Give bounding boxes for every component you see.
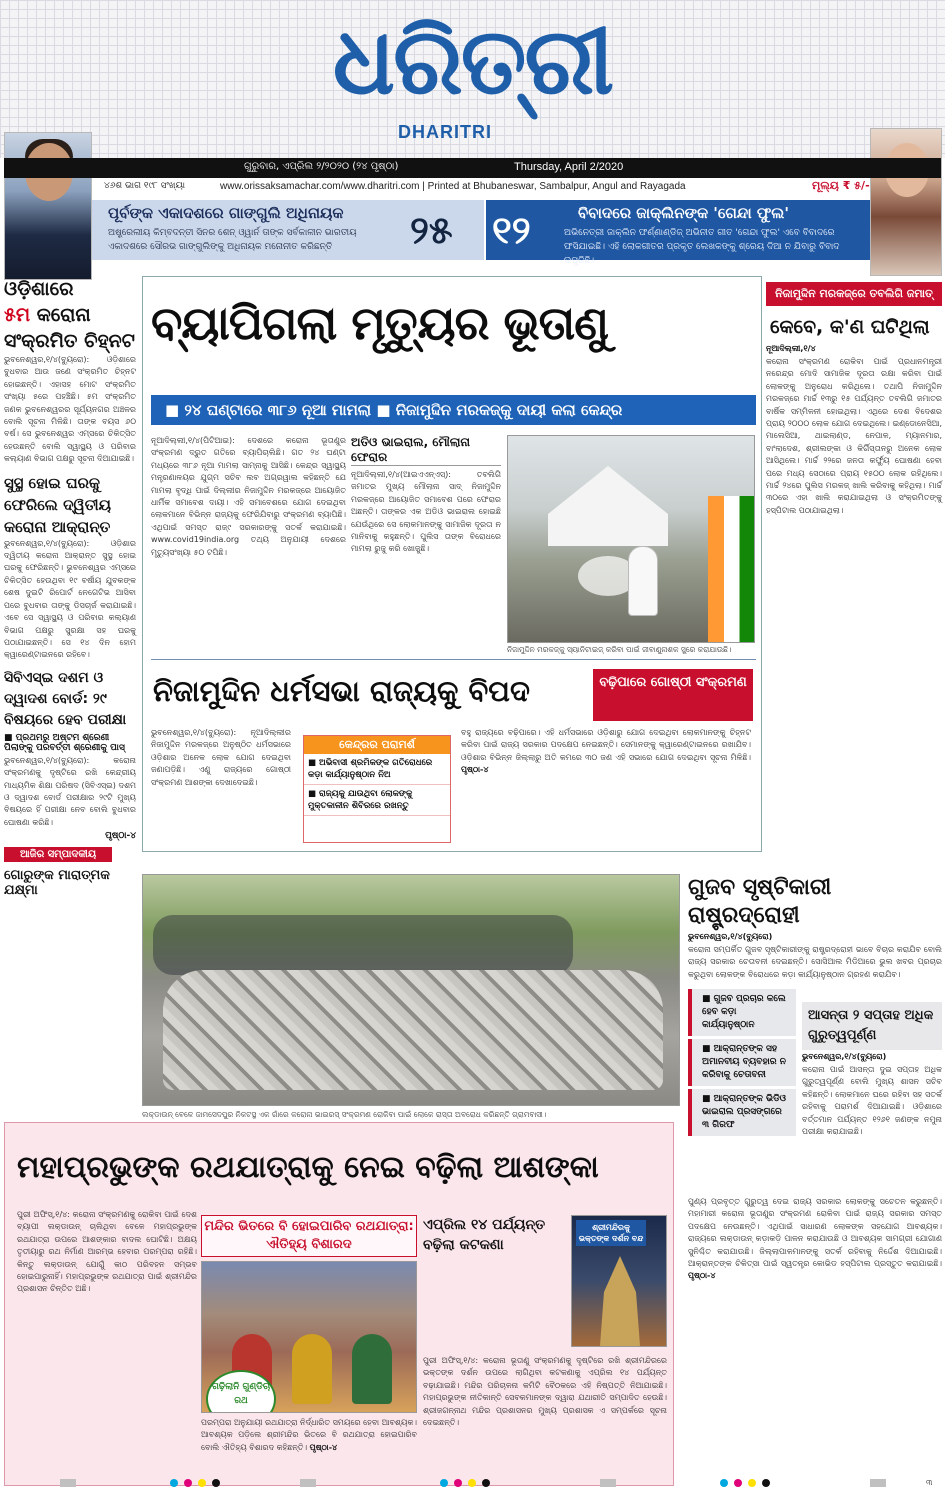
nizamuddin-body-continued xyxy=(461,727,751,777)
timeline-headline[interactable]: କେବେ, କ'ଣ ଘଟିଥିଲା xyxy=(770,316,930,338)
page-number: ୩ xyxy=(926,1478,933,1487)
rumour-bullet: ■ ଆକ୍ରାନ୍ତଙ୍କ ଭିଡିଓ ଭାଇରାଲ ପ୍ରସଙ୍ଗରେ ୩ ଗିରଫ xyxy=(688,1089,796,1136)
odisha-fifth-case-headline[interactable] xyxy=(4,276,136,354)
print-registration-marks xyxy=(0,1476,945,1490)
restriction-column xyxy=(423,1215,667,1428)
timeline-body: କରୋନା ସଂକ୍ରମଣ ରୋକିବା ପାଇଁ ପ୍ରଧାନମନ୍ତ୍ରୀ ନରେନ୍ଦ୍ର ମୋଦି ସାମାଜିକ ଦୂରତା ରକ୍ଷା କରିବା ପାଇଁ ଲୋକଙ୍କୁ ଅନୁରୋଧ କରିଥିଲେ। ତଥାପି ନିଜାମୁଦ୍ଦିନ ମରକଜ୍‌ରେ ମାର୍ଚ୍ଚ ୧୩ରୁ ୧୫ ପର୍ଯ୍ୟନ୍ତ ତବଲିଗି ଜମାତର ବାର୍ଷିକ ସମ୍ମିଳନୀ ହୋଇଥିଲା। ଏଥିରେ ଦେଶ ବିଦେଶର ପ୍ରାୟ ୨୦୦୦ ଲୋକ ଯୋଗ ଦେଇଥିଲେ। ଇଣ୍ଡୋନେସିଆ, ମାଲେସିଆ, ଥାଇଲାଣ୍ଡ, ନେପାଳ, ମ୍ୟାନମାର, ବାଂଲାଦେଶ, ଶ୍ରୀଲଙ୍କା ଓ କିର୍ଗିସ୍ତାନରୁ ଅନେକ ଲୋକ ଆସିଥିଲେ। ମାର୍ଚ୍ଚ ୨୨ରେ ଜନତା କର୍ଫ୍ୟୁ ଘୋଷଣା ହେବା ପରେ ମଧ୍ୟ ସେଠାରେ ପ୍ରାୟ ୧୫୦୦ ଲୋକ ରହିଥିଲେ। ମାର୍ଚ୍ଚ ୨୪ରେ ପୁଲିସ ମରକଜ୍ ଖାଲି କରିବାକୁ କହିଥିଲା। ମାର୍ଚ୍ଚ ୩୦ରେ ଏହା ଖାଲି କରାଯାଇଥିଲା ଓ ସଂକ୍ରମିତଙ୍କୁ ହସ୍ପିଟାଲ ପଠାଯାଇଥିଲା। xyxy=(766,357,942,515)
main-strap: ■ ୨୪ ଘଣ୍ଟାରେ ୩୮୬ ନୂଆ ମାମଲା ■ ନିଜାମୁଦ୍ଦିନ ମରକଜ୍‌କୁ ଦାୟୀ କଲା କେନ୍ଦ୍ର xyxy=(151,395,756,425)
centre-advisory-item: ■ ଅଭିବାସୀ ଶ୍ରମିକଙ୍କ ଗତିରୋଧରେ କଡ଼ା କାର୍ଯ୍ୟାନୁଷ୍ଠାନ ନିଅ xyxy=(304,754,450,785)
date-odia: ଗୁରୁବାର, ଏପ୍ରିଲ ୨/୨୦୨୦ (୨୪ ପୃଷ୍ଠା) xyxy=(244,161,399,172)
sanitizing-photo-caption: ନିଜାମୁଦ୍ଦିନ ମରକଜ୍‌କୁ ସ୍ୟାନିଟାଇଜ୍ କରିବା ପାଇଁ ଜୀବାଣୁନାଶକ ସ୍ପ୍ରେ କରାଯାଉଛି। xyxy=(507,645,732,654)
sanitizing-photo xyxy=(507,435,755,643)
website-print-info[interactable]: www.orissaksamachar.com/www.dharitri.com | Printed at Bhubaneswar, Sambalpur, Angul and Rayagada xyxy=(220,181,686,192)
brand-logo[interactable] xyxy=(300,8,645,116)
nizamuddin-body: ଭୁବନେଶ୍ୱର,୧/୪(ବ୍ୟୁରୋ): ନୂଆଦିଲ୍ଲୀର ନିଜାମୁଦ୍ଦିନ ମରକଜ୍‌ରେ ଅନୁଷ୍ଠିତ ଧର୍ମସଭାରେ ଓଡ଼ିଶାର ଅନେକ ଲୋକ ଯୋଗ ଦେଇଥିବା ଜଣାପଡ଼ିଛି। ଏଣୁ ରାଜ୍ୟରେ ଗୋଷ୍ଠୀ ସଂକ୍ରମଣ ଆଶଙ୍କା ଦେଖାଦେଇଛି। xyxy=(151,728,291,787)
jacqueline-photo xyxy=(870,128,942,276)
srimandir-photo xyxy=(571,1215,667,1347)
cbse-exam-headline[interactable]: ସିବିଏସ୍‌ଇ ଦଶମ ଓ ଦ୍ୱାଦଶ ବୋର୍ଡ: ୨୯ ବିଷୟରେ ହେବ ପରୀକ୍ଷା xyxy=(4,669,127,728)
headline-highlight: ୫ମ xyxy=(4,304,31,326)
two-weeks-headline[interactable]: ଆସନ୍ତା ୨ ସପ୍ତାହ ଅଧିକ ଗୁରୁତ୍ୱପୂର୍ଣ୍ଣ xyxy=(802,1002,942,1050)
maulana-body: ନୂଆଦିଲ୍ଲୀ,୧/୪(ଆଇଏଏନ୍‌ଏସ୍): ତବଲିଗି ଜମାତର ମୁଖ୍ୟ ମୌଲାନା ସାଦ୍ ନିଜାମୁଦ୍ଦିନ ମରକଜ୍‌ରେ ଆୟୋଜିତ ସମାବେଶ ପରେ ଫେରାର ଅଛନ୍ତି। ତାଙ୍କର ଏକ ଅଡିଓ ଭାଇରାଲ ହୋଇଛି ଯେଉଁଥିରେ ସେ ଲୋକମାନଙ୍କୁ ସାମାଜିକ ଦୂରତା ନ ମାନିବାକୁ କହୁଛନ୍ତି। ପୁଲିସ ତାଙ୍କ ବିରୋଧରେ ମାମଲା ରୁଜୁ କରି ଖୋଜୁଛି। xyxy=(351,470,501,554)
two-weeks-dateline: ଭୁବନେଶ୍ୱର,୧/୪(ବ୍ୟୁରୋ) xyxy=(802,1052,887,1061)
brand-odia-wordmark: ଧରିତ୍ରୀ xyxy=(332,8,613,115)
teaser-sports[interactable] xyxy=(92,200,484,260)
community-spread-tag: ବଢ଼ିପାରେ ଗୋଷ୍ଠୀ ସଂକ୍ରମଣ xyxy=(593,669,753,721)
section-divider xyxy=(151,659,756,660)
restriction-body: ପୁରୀ ଅଫିସ୍,୧/୪: କରୋନା ଭୂତାଣୁ ସଂକ୍ରମଣକୁ ଦୃଷ୍ଟିରେ ରଖି ଶ୍ରୀମନ୍ଦିରରେ ଭକ୍ତଙ୍କ ଦର୍ଶନ ଉପରେ ଲାଗିଥିବା କଟକଣାକୁ ଏପ୍ରିଲ ୧୪ ପର୍ଯ୍ୟନ୍ତ ବଢ଼ାଯାଇଛି। ମନ୍ଦିର ପରିଚାଳନା କମିଟି ବୈଠକରେ ଏହି ନିଷ୍ପତ୍ତି ନିଆଯାଇଛି। ମହାପ୍ରଭୁଙ୍କ ନୀତିକାନ୍ତି ସେବକମାନଙ୍କ ଦ୍ୱାରା ଯଥାରୀତି ସମ୍ପାଦିତ ହେଉଛି। ଶ୍ରୀଜଗନ୍ନାଥ ମନ୍ଦିର ପ୍ରଶାସନର ମୁଖ୍ୟ ପ୍ରଶାସକ ଏ ସମ୍ପର୍କରେ ସୂଚନା ଦେଇଛନ୍ତି। xyxy=(423,1356,667,1428)
two-weeks-box xyxy=(802,1002,942,1138)
two-weeks-continued xyxy=(688,1196,942,1283)
masthead xyxy=(0,0,945,158)
rumour-body: କରୋନା ସମ୍ପର୍କିତ ଗୁଜବ ସୃଷ୍ଟିକାରୀଙ୍କୁ ରାଷ୍ଟ୍ରଦ୍ରୋହୀ ଭାବେ ବିଚାର କରାଯିବ ବୋଲି ରାଜ୍ୟ ସରକାର ଚେତାବନୀ ଦେଇଛନ୍ତି। ସୋସିଆଲ ମିଡିଆରେ ଭୁଲ ଖବର ପ୍ରଚାର କରୁଥିବା ଲୋକଙ୍କ ବିରୋଧରେ କଡ଼ା କାର୍ଯ୍ୟାନୁଷ୍ଠାନ ଗ୍ରହଣ କରାଯିବ। xyxy=(688,945,942,979)
centre-advisory-box xyxy=(303,735,451,843)
odisha-fifth-case-body: ଭୁବନେଶ୍ୱର,୧/୪(ବ୍ୟୁରୋ): ଓଡ଼ିଶାରେ ବୁଧବାର ଆଉ ଜଣେ ସଂକ୍ରମିତ ଚିହ୍ନଟ ହୋଇଛନ୍ତି। ଏହାସହ ମୋଟ ସଂକ୍ରମିତ ସଂଖ୍ୟା ୫ରେ ପହଞ୍ଚିଛି। ୫ମ ସଂକ୍ରମିତ ଜଣକ ଭୁବନେଶ୍ୱରର ସୂର୍ଯ୍ୟନଗର ଅଞ୍ଚଳର ବୋଲି ସୂଚନା ମିଳିଛି। ତାଙ୍କ ବୟସ ୬୦ ବର୍ଷ। ସେ ଭୁବନେଶ୍ୱର ଏମ୍ସରେ ଚିକିତ୍ସିତ ହେଉଛନ୍ତି ବୋଲି ସ୍ୱାସ୍ଥ୍ୟ ଓ ପରିବାର କଲ୍ୟାଣ ବିଭାଗ ପକ୍ଷରୁ ସୂଚନା ଦିଆଯାଇଛି। xyxy=(4,355,136,464)
centre-advisory-item: ■ ରାଜ୍ୟକୁ ଯାଉଥିବା ଲୋକଙ୍କୁ ମୁକ୍ତକାଳୀନ ଶିବିରରେ ରଖନ୍ତୁ xyxy=(304,785,450,816)
two-weeks-continued-text: ପୁଣ୍ୟ ପ୍ରବୃତ୍ତ ଗୁରୁତ୍ୱ ଦେଇ ରାଜ୍ୟ ସରକାର ଲୋକଙ୍କୁ ସଚେତନ କରୁଛନ୍ତି। ମହାମାରୀ କରୋନା ଭୂତାଣୁର ସଂକ୍ରମଣ ରୋକିବା ପାଇଁ ରାଜ୍ୟ ସରକାର ସମସ୍ତ ପଦକ୍ଷେପ ନେଉଛନ୍ତି। ଏଥିପାଇଁ ସାଧାରଣ ଲୋକଙ୍କ ସହଯୋଗ ଆବଶ୍ୟକ। ରାଜ୍ୟରେ ଲକ୍‌ଡାଉନ୍ କଡ଼ାକଡ଼ି ପାଳନ କରାଯାଉଛି ଓ ଆବଶ୍ୟକ ସାମଗ୍ରୀ ଯୋଗାଣ ସୁନିଶ୍ଚିତ କରାଯାଉଛି। ଜିଲ୍ଲାପାଳମାନଙ୍କୁ ସତର୍କ ରହିବାକୁ ନିର୍ଦ୍ଦେଶ ଦିଆଯାଇଛି। ଆକ୍ରାନ୍ତଙ୍କ ଚିକିତ୍ସା ପାଇଁ ସ୍ୱତନ୍ତ୍ର କୋଭିଡ ହସ୍ପିଟାଲ ପ୍ରସ୍ତୁତ କରାଯାଇଛି। xyxy=(688,1197,942,1269)
nizamuddin-headline[interactable]: ନିଜାମୁଦ୍ଦିନ ଧର୍ମସଭା ରାଜ୍ୟକୁ ବିପଦ xyxy=(153,674,530,708)
rumour-story xyxy=(688,874,942,1194)
temple-inside-page-ref[interactable]: ପୃଷ୍ଠା-୪ xyxy=(309,1442,338,1452)
teaser-entertainment-headline: ବିବାଦରେ ଜାକ୍ଲିନଙ୍କ 'ଗେନ୍ଦା ଫୁଲ' xyxy=(578,204,789,222)
rumour-bullets xyxy=(688,989,796,1136)
tablighi-box: ନିଜାମୁଦ୍ଦିନ ମରକଜ୍‌ରେ ତବଲିଗି ଜମାତ୍ xyxy=(766,282,942,306)
ganguly-photo xyxy=(4,132,92,280)
headline-part: କରୋନା ସଂକ୍ରମିତ ଚିହ୍ନଟ xyxy=(4,304,135,352)
temple-inside-headline[interactable]: ମନ୍ଦିର ଭିତରେ ବି ହୋଇପାରିବ ରଥଯାତ୍ରା: ଐତିହ୍ୟ ବିଶାରଦ xyxy=(201,1215,417,1257)
teaser-sports-headline: ପୂର୍ବଙ୍କ ଏକାଦଶରେ ଗାଙ୍ଗୁଲି ଅଧିନାୟକ xyxy=(108,204,344,222)
right-column xyxy=(766,282,942,854)
main-story xyxy=(142,276,762,852)
headline-part: ଓଡ଼ିଶାରେ xyxy=(4,278,74,300)
editorial-headline[interactable]: ଗୋରୁଙ୍କ ମାରାତ୍ମକ ଯକ୍ଷ୍ମା xyxy=(4,868,110,899)
brand-english-wordmark: DHARITRI xyxy=(398,122,492,142)
rumour-headline[interactable]: ଗୁଜବ ସୃଷ୍ଟିକାରୀ ରାଷ୍ଟ୍ରଦ୍ରୋହୀ xyxy=(688,875,832,928)
price-label: ମୂଲ୍ୟ ₹ ୫/- xyxy=(812,179,870,192)
maulana-headline[interactable]: ଅତିଓ ଭାଇରାଲ, ମୌଲାନା ଫେରାର xyxy=(351,435,501,466)
gundicha-badge: ଗଢ଼ିଲାନି ଗୁଣ୍ଡିଚା ରଥ xyxy=(206,1370,276,1413)
teaser-entertainment[interactable] xyxy=(486,200,870,266)
teaser-sports-page: ୨୫ xyxy=(410,208,453,252)
cbse-page-ref[interactable]: ପୃଷ୍ଠା-୪ xyxy=(105,831,136,842)
restriction-headline[interactable]: ଏପ୍ରିଲ ୧୪ ପର୍ଯ୍ୟନ୍ତ ବଢ଼ିଲା କଟକଣା xyxy=(423,1217,546,1253)
rathayatra-story xyxy=(4,1122,674,1486)
rumour-dateline: ଭୁବନେଶ୍ୱର,୧/୪(ବ୍ୟୁରୋ) xyxy=(688,932,773,941)
rumour-bullet: ■ ଗୁଜବ ପ୍ରଚାର କଲେ ହେବ କଡ଼ା କାର୍ଯ୍ୟାନୁଷ୍ଠାନ xyxy=(688,989,796,1036)
roadblock-photo xyxy=(142,874,680,1106)
dateline-bar xyxy=(4,158,941,178)
two-weeks-page-ref[interactable]: ପୃଷ୍ଠା-୪ xyxy=(688,1271,716,1281)
main-body: ନୂଆଦିଲ୍ଲୀ,୧/୪(ପିଟିଆଇ): ଦେଶରେ କରୋନା ଭୂତାଣୁର ସଂକ୍ରମଣ ଦ୍ରୁତ ଗତିରେ ବ୍ୟାପିଚାଲିଛି। ଗତ ୨୪ ଘଣ୍ଟା ମଧ୍ୟରେ ୩୮୬ ନୂଆ ମାମଲା ସାମ୍ନାକୁ ଆସିଛି। କେନ୍ଦ୍ର ସ୍ୱାସ୍ଥ୍ୟ ମନ୍ତ୍ରଣାଳୟର ଯୁଗ୍ମ ସଚିବ ଲବ ଅଗ୍ରୱାଲ କହିଛନ୍ତି ଯେ ମାମଲା ବୃଦ୍ଧି ପାଇଁ ଦିଲ୍ଲୀର ନିଜାମୁଦ୍ଦିନ ମରକଜ୍‌ରେ ଆୟୋଜିତ ଧାର୍ମିକ ସମାବେଶ ଦାୟୀ। ଏହି ସମାବେଶରେ ଯୋଗ ଦେଇଥିବା ଲୋକମାନେ ବିଭିନ୍ନ ରାଜ୍ୟକୁ ଫେରିଯିବାରୁ ସଂକ୍ରମଣ ବ୍ୟାପିଛି। ଏଥିପାଇଁ ସମସ୍ତ ରାଜ୍୯ ସରକାରଙ୍କୁ ସତର୍କ କରାଯାଇଛି। www.covid19india.org ତଥ୍ୟ ଅନୁଯାୟୀ ଦେଶରେ ମୃତ୍ୟୁସଂଖ୍ୟା ୫୦ ଟପିଛି। xyxy=(151,436,346,557)
rumour-bullet: ■ ଆକ୍ରାନ୍ତଙ୍କ ସହ ଅମାନବୀୟ ବ୍ୟବହାର ନ କରିବାକୁ ଚେତାବନୀ xyxy=(688,1039,796,1086)
main-headline[interactable]: ବ୍ୟାପିଗଲା ମୃତ୍ୟୁର ଭୂତାଣୁ xyxy=(151,296,608,350)
rathayatra-headline[interactable]: ମହାପ୍ରଭୁଙ୍କ ରଥଯାତ୍ରାକୁ ନେଇ ବଢ଼ିଲା ଆଶଙ୍କା xyxy=(17,1150,599,1185)
cbse-exam-subhead: ■ ପ୍ରଥମରୁ ଅଷ୍ଟମ ଶ୍ରେଣୀ ପିଲାଙ୍କୁ ପରବର୍ତ୍ତୀ ଶ୍ରେଣୀକୁ ପାସ୍ xyxy=(4,732,125,753)
two-weeks-body: କରୋନା ପାଇଁ ଆସନ୍ତା ଦୁଇ ସପ୍ତାହ ଅଧିକ ଗୁରୁତ୍ୱପୂର୍ଣ୍ଣ ବୋଲି ମୁଖ୍ୟ ଶାସନ ସଚିବ କହିଛନ୍ତି। ଲୋକମାନେ ଘରେ ରହିବା ସହ ସତର୍କ ରହିବାକୁ ପରାମର୍ଶ ଦିଆଯାଇଛି। ଓଡ଼ିଶାରେ ବର୍ତ୍ତମାନ ପର୍ଯ୍ୟନ୍ତ ୧୨୬୧ ଜଣଙ୍କ ନମୁନା ପରୀକ୍ଷା କରାଯାଇଛି। xyxy=(802,1065,942,1137)
nizamuddin-body-text: ବହୁ ରାଜ୍ୟରେ ବଢ଼ିପାରେ। ଏହି ଧର୍ମସଭାରେ ଓଡ଼ିଶାରୁ ଯୋଗ ଦେଇଥିବା ଲୋକମାନଙ୍କୁ ଚିହ୍ନଟ କରିବା ପାଇଁ ରାଜ୍ୟ ସରକାର ପଦକ୍ଷେପ ନେଇଛନ୍ତି। ସେମାନଙ୍କୁ କ୍ୱାରେଣ୍ଟାଇନରେ ରଖାଯିବ। ଓଡ଼ିଶାର ବିଭିନ୍ନ ଜିଲ୍ଲାରୁ ଅତି କମରେ ୩୦ ଜଣ ଏହି ସଭାରେ ଯୋଗ ଦେଇଥିବା ସୂଚନା ମିଳିଛି। xyxy=(461,728,751,762)
second-patient-recovered-headline[interactable]: ସୁସ୍ଥ ହୋଇ ଘରକୁ ଫେରିଲେ ଦ୍ୱିତୀୟ କରୋନା ଆକ୍ରାନ୍ତ xyxy=(4,473,112,536)
teaser-sports-summary: ଅଷ୍ଟ୍ରେଲୀୟ କିମ୍ବଦନ୍ତୀ ସିନର ଶେନ୍ ଓ୍ୱାର୍ନ ତାଙ୍କ ସର୍ବକାଳୀନ ଭାରତୀୟ ଏକାଦଶରେ ସୌରଭ ଗାଙ୍ଗୁଲିଙ୍କୁ ଅଧିନାୟକ ମନୋନୀତ କରିଛନ୍ତି xyxy=(108,228,357,252)
centre-advisory-title: କେନ୍ଦ୍ରର ପରାମର୍ଶ xyxy=(304,736,450,754)
cbse-exam-body: ଭୁବନେଶ୍ୱର,୧/୪(ବ୍ୟୁରୋ): କରୋନା ସଂକ୍ରମଣକୁ ଦୃଷ୍ଟିରେ ରଖି କେନ୍ଦ୍ରୀୟ ମାଧ୍ୟମିକ ଶିକ୍ଷା ପରିଷଦ (ସିବିଏସ୍‌ଇ) ଦଶମ ଓ ଦ୍ୱାଦଶ ବୋର୍ଡ ପରୀକ୍ଷାର ୨୯ଟି ମୁଖ୍ୟ ବିଷୟରେ ହିଁ ପରୀକ୍ଷା ନେବ ବୋଲି ବୁଧବାର ଘୋଷଣା କରିଛି। xyxy=(4,755,136,827)
editorial-strip: ଆଜିର ସମ୍ପାଦକୀୟ xyxy=(4,847,112,862)
rathayatra-photo xyxy=(201,1261,417,1413)
temple-inside-body xyxy=(201,1417,417,1454)
temple-inside-text: ପରମ୍ପରା ଅନୁଯାୟୀ ରଥଯାତ୍ରା ନିର୍ଦ୍ଧାରିତ ସମୟରେ ହେବା ଆବଶ୍ୟକ। ଆବଶ୍ୟକ ପଡ଼ିଲେ ଶ୍ରୀମନ୍ଦିର ଭିତରେ ବି ରଥଯାତ୍ରା ହୋଇପାରିବ ବୋଲି ଐତିହ୍ୟ ବିଶାରଦ କହିଛନ୍ତି। xyxy=(201,1418,417,1452)
srimandir-tag: ଶ୍ରୀମନ୍ଦିରକୁ ଭକ୍ତଙ୍କ ଦର୍ଶନ ବନ୍ଦ xyxy=(576,1220,646,1246)
rathayatra-body: ପୁରୀ ଅଫିସ୍,୧/୪: କରୋନା ସଂକ୍ରମଣକୁ ରୋକିବା ପାଇଁ ଦେଶ ବ୍ୟାପୀ ଲକ୍‌ଡାଉନ୍ ଚାଲିଥିବା ବେଳେ ମହାପ୍ରଭୁଙ୍କ ରଥଯାତ୍ରା ଉପରେ ଆଶଙ୍କାର ବାଦଲ ଘୋଟିଛି। ଅକ୍ଷୟ ତୃତୀୟାରୁ ରଥ ନିର୍ମାଣ ଆରମ୍ଭ ହେବାର ପରମ୍ପରା ରହିଛି। କିନ୍ତୁ ଲକ୍‌ଡାଉନ୍ ଯୋଗୁଁ କାଠ ପରିବହନ ସମ୍ଭବ ହୋଇପାରୁନାହିଁ। ମହାପ୍ରଭୁଙ୍କ ରଥଯାତ୍ରା ପାଇଁ ଶ୍ରୀମନ୍ଦିର ପ୍ରଶାସନ ଚିନ୍ତିତ ଅଛି। xyxy=(17,1210,197,1294)
temple-inside-column xyxy=(201,1215,417,1454)
timeline-dateline: ନୂଆଦିଲ୍ଲୀ,୧/୪ xyxy=(766,344,816,353)
left-column xyxy=(4,276,136,1106)
info-line xyxy=(92,179,870,196)
roadblock-photo-caption: ଲକ୍‌ଡାଉନ୍ ବେଳେ ଜାମସେଦପୁର ନିକଟସ୍ଥ ଏକ ଗାଁରେ କରୋନା ଭାଇରସ୍ ସଂକ୍ରମଣ ରୋକିବା ପାଇଁ ଲୋକେ ରାସ୍ତା ଅବରୋଧ କରିଛନ୍ତି ଗ୍ରାମବାସୀ। xyxy=(142,1110,547,1119)
date-english: Thursday, April 2/2020 xyxy=(514,161,624,173)
teaser-entertainment-page: ୧୨ xyxy=(492,208,531,252)
second-patient-recovered-body: ଭୁବନେଶ୍ୱର,୧/୪(ବ୍ୟୁରୋ): ଓଡ଼ିଶାର ଦ୍ୱିତୀୟ କରୋନା ଆକ୍ରାନ୍ତ ସୁସ୍ଥ ହୋଇ ଘରକୁ ଫେରିଛନ୍ତି। ଭୁବନେଶ୍ୱର ଏମ୍ସରେ ଚିକିତ୍ସିତ ହେଉଥିବା ୧୯ ବର୍ଷୀୟ ଯୁବକଙ୍କ ଶେଷ ଦୁଇଟି ରିପୋର୍ଟ ନେଗେଟିଭ ଆସିବା ପରେ ବୁଧବାର ତାଙ୍କୁ ଡିସଚାର୍ଜ କରାଯାଇଛି। ଏବେ ସେ ସ୍ୱାସ୍ଥ୍ୟ ଓ ପରିବାର କଲ୍ୟାଣ ବିଭାଗ ପକ୍ଷରୁ ସୁରକ୍ଷା ସହ ଘରକୁ ପଠାଯାଇଛନ୍ତି। ସେ ୧୪ ଦିନ ହୋମ କ୍ୱାରେଣ୍ଟାଇନରେ ରହିବେ। xyxy=(4,538,136,660)
maulana-column xyxy=(351,435,501,556)
teaser-entertainment-summary: ଅଭିନେତ୍ରୀ ଜାକ୍ଲିନ ଫର୍ଣ୍ଣାଣ୍ଡିଜ୍ ଅଭିନୀତ ଗୀତ 'ଗେନ୍ଦା ଫୁଲ' ଏବେ ବିବାଦରେ ଫସିଯାଇଛି। ଏହି ଲୋକଗୀତର ପ୍ରକୃତ ଲେଖକଙ୍କୁ ଶ୍ରେୟ ଦିଆ ନ ଯିବାରୁ ବିବାଦ ଉପୁଜିଛି। xyxy=(564,228,840,266)
nizamuddin-page-ref[interactable]: ପୃଷ୍ଠା-୪ xyxy=(461,765,489,775)
edition-number: ୪୬ଶ ଭାଗ ୧୯୮ ସଂଖ୍ୟା xyxy=(104,181,185,191)
